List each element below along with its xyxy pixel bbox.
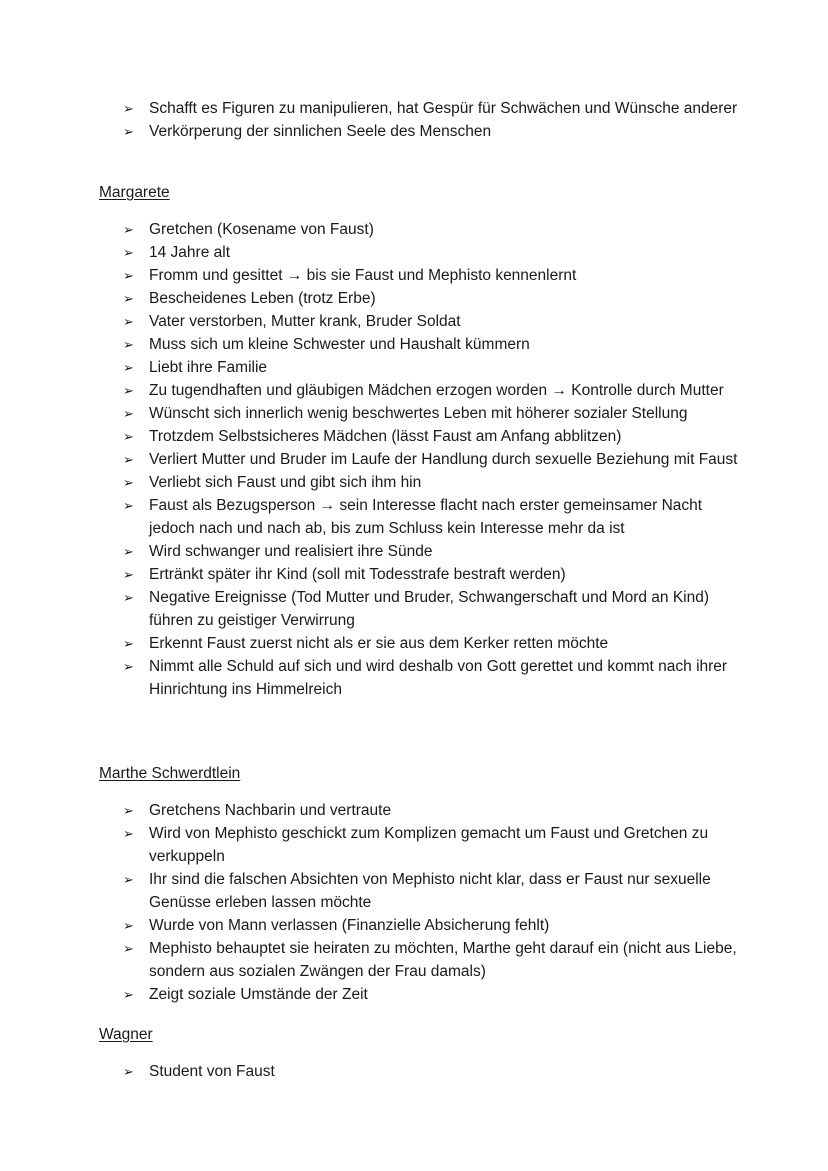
list-item: ➢ Zeigt soziale Umstände der Zeit: [0, 983, 828, 1006]
arrow-bullet-icon: ➢: [123, 826, 134, 841]
section-heading-marthe-schwerdtlein: Marthe Schwerdtlein: [99, 765, 241, 782]
arrow-bullet-icon: ➢: [123, 291, 134, 306]
list-item: ➢ Wünscht sich innerlich wenig beschwertes Leben mit höherer sozialer Stellung: [0, 402, 828, 425]
arrow-bullet-icon: ➢: [123, 314, 134, 329]
arrow-bullet-icon: ➢: [123, 544, 134, 559]
arrow-bullet-icon: ➢: [123, 268, 134, 283]
list-item: ➢ Wurde von Mann verlassen (Finanzielle Absicherung fehlt): [0, 914, 828, 937]
list-item: ➢ Ihr sind die falschen Absichten von Mephisto nicht klar, dass er Faust nur sexuelle Genüsse erleben lassen möchte: [0, 868, 828, 914]
list-item: ➢ Trotzdem Selbstsicheres Mädchen (lässt Faust am Anfang abblitzen): [0, 425, 828, 448]
list-item: ➢ Gretchens Nachbarin und vertraute: [0, 799, 828, 822]
arrow-bullet-icon: ➢: [123, 406, 134, 421]
list-item: ➢ Bescheidenes Leben (trotz Erbe): [0, 287, 828, 310]
intro-bullet-list: [0, 97, 828, 143]
list-item: ➢ Wird schwanger und realisiert ihre Sünde: [0, 540, 828, 563]
list-item: ➢ Erkennt Faust zuerst nicht als er sie aus dem Kerker retten möchte: [0, 632, 828, 655]
list-item: ➢ Verliebt sich Faust und gibt sich ihm hin: [0, 471, 828, 494]
list-item: ➢ Faust als Bezugsperson → sein Interesse flacht nach erster gemeinsamer Nacht jedoch nach und nach ab, bis zum Schluss kein Interesse mehr da ist: [0, 494, 828, 540]
arrow-bullet-icon: ➢: [123, 1064, 134, 1079]
arrow-bullet-icon: ➢: [123, 803, 134, 818]
arrow-bullet-icon: ➢: [123, 475, 134, 490]
arrow-bullet-icon: ➢: [123, 383, 134, 398]
arrow-bullet-icon: ➢: [123, 245, 134, 260]
arrow-bullet-icon: ➢: [123, 567, 134, 582]
list-item: ➢ Negative Ereignisse (Tod Mutter und Bruder, Schwangerschaft und Mord an Kind) führen zu geistiger Verwirrung: [0, 586, 828, 632]
arrow-bullet-icon: ➢: [123, 452, 134, 467]
list-item: ➢ 14 Jahre alt: [0, 241, 828, 264]
list-item: ➢ Liebt ihre Familie: [0, 356, 828, 379]
list-item: ➢ Zu tugendhaften und gläubigen Mädchen erzogen worden → Kontrolle durch Mutter: [0, 379, 828, 402]
arrow-bullet-icon: ➢: [123, 987, 134, 1002]
arrow-bullet-icon: ➢: [123, 498, 134, 513]
arrow-bullet-icon: ➢: [123, 124, 134, 139]
arrow-bullet-icon: ➢: [123, 659, 134, 674]
list-item: ➢ Schafft es Figuren zu manipulieren, hat Gespür für Schwächen und Wünsche anderer: [0, 97, 828, 120]
list-item: ➢ Verkörperung der sinnlichen Seele des Menschen: [0, 120, 828, 143]
arrow-bullet-icon: ➢: [123, 636, 134, 651]
list-item: ➢ Mephisto behauptet sie heiraten zu möchten, Marthe geht darauf ein (nicht aus Liebe, sondern aus sozialen Zwängen der Frau damals): [0, 937, 828, 983]
list-item: ➢ Muss sich um kleine Schwester und Haushalt kümmern: [0, 333, 828, 356]
list-item: ➢ Vater verstorben, Mutter krank, Bruder Soldat: [0, 310, 828, 333]
list-item: ➢ Wird von Mephisto geschickt zum Komplizen gemacht um Faust und Gretchen zu verkuppeln: [0, 822, 828, 868]
arrow-bullet-icon: ➢: [123, 101, 134, 116]
arrow-bullet-icon: ➢: [123, 222, 134, 237]
list-item: ➢ Ertränkt später ihr Kind (soll mit Todesstrafe bestraft werden): [0, 563, 828, 586]
section-heading-margarete: Margarete: [99, 184, 170, 201]
arrow-bullet-icon: ➢: [123, 918, 134, 933]
arrow-bullet-icon: ➢: [123, 337, 134, 352]
list-item: ➢ Verliert Mutter und Bruder im Laufe der Handlung durch sexuelle Beziehung mit Faust: [0, 448, 828, 471]
arrow-bullet-icon: ➢: [123, 360, 134, 375]
section-heading-wagner: Wagner: [99, 1026, 153, 1043]
wagner-bullet-list: [0, 1060, 828, 1083]
list-item: ➢ Nimmt alle Schuld auf sich und wird deshalb von Gott gerettet und kommt nach ihrer Hinrichtung ins Himmelreich: [0, 655, 828, 701]
arrow-bullet-icon: ➢: [123, 429, 134, 444]
list-item: ➢ Student von Faust: [0, 1060, 828, 1083]
list-item: ➢ Gretchen (Kosename von Faust): [0, 218, 828, 241]
marthe-bullet-list: [0, 799, 828, 1006]
list-item: ➢ Fromm und gesittet → bis sie Faust und Mephisto kennenlernt: [0, 264, 828, 287]
margarete-bullet-list: [0, 218, 828, 701]
arrow-bullet-icon: ➢: [123, 941, 134, 956]
arrow-bullet-icon: ➢: [123, 590, 134, 605]
arrow-bullet-icon: ➢: [123, 872, 134, 887]
